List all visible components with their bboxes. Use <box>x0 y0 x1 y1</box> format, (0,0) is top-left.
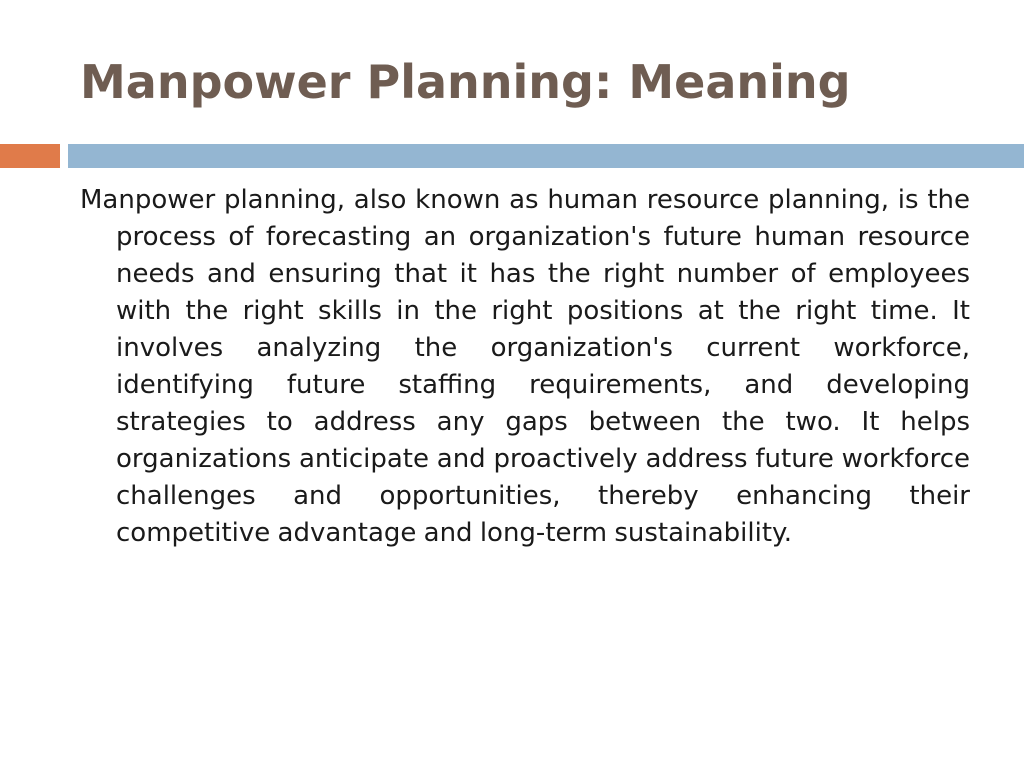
accent-bar <box>0 144 60 168</box>
slide-title: Manpower Planning: Meaning <box>80 55 851 109</box>
body-paragraph: Manpower planning, also known as human resource planning, is the process of forecasting an organization's future human resource needs and ensuring that it has the right number of employees with the right skills in the right positions at the right time. It involves analyzing the organization's current workforce, identifying future staffing requirements, and developing strategies to address any gaps between the two. It helps organizations anticipate and proactively address future workforce challenges and opportunities, thereby enhancing their competitive advantage and long-term sustainability. <box>80 185 970 548</box>
divider-bar <box>68 144 1024 168</box>
